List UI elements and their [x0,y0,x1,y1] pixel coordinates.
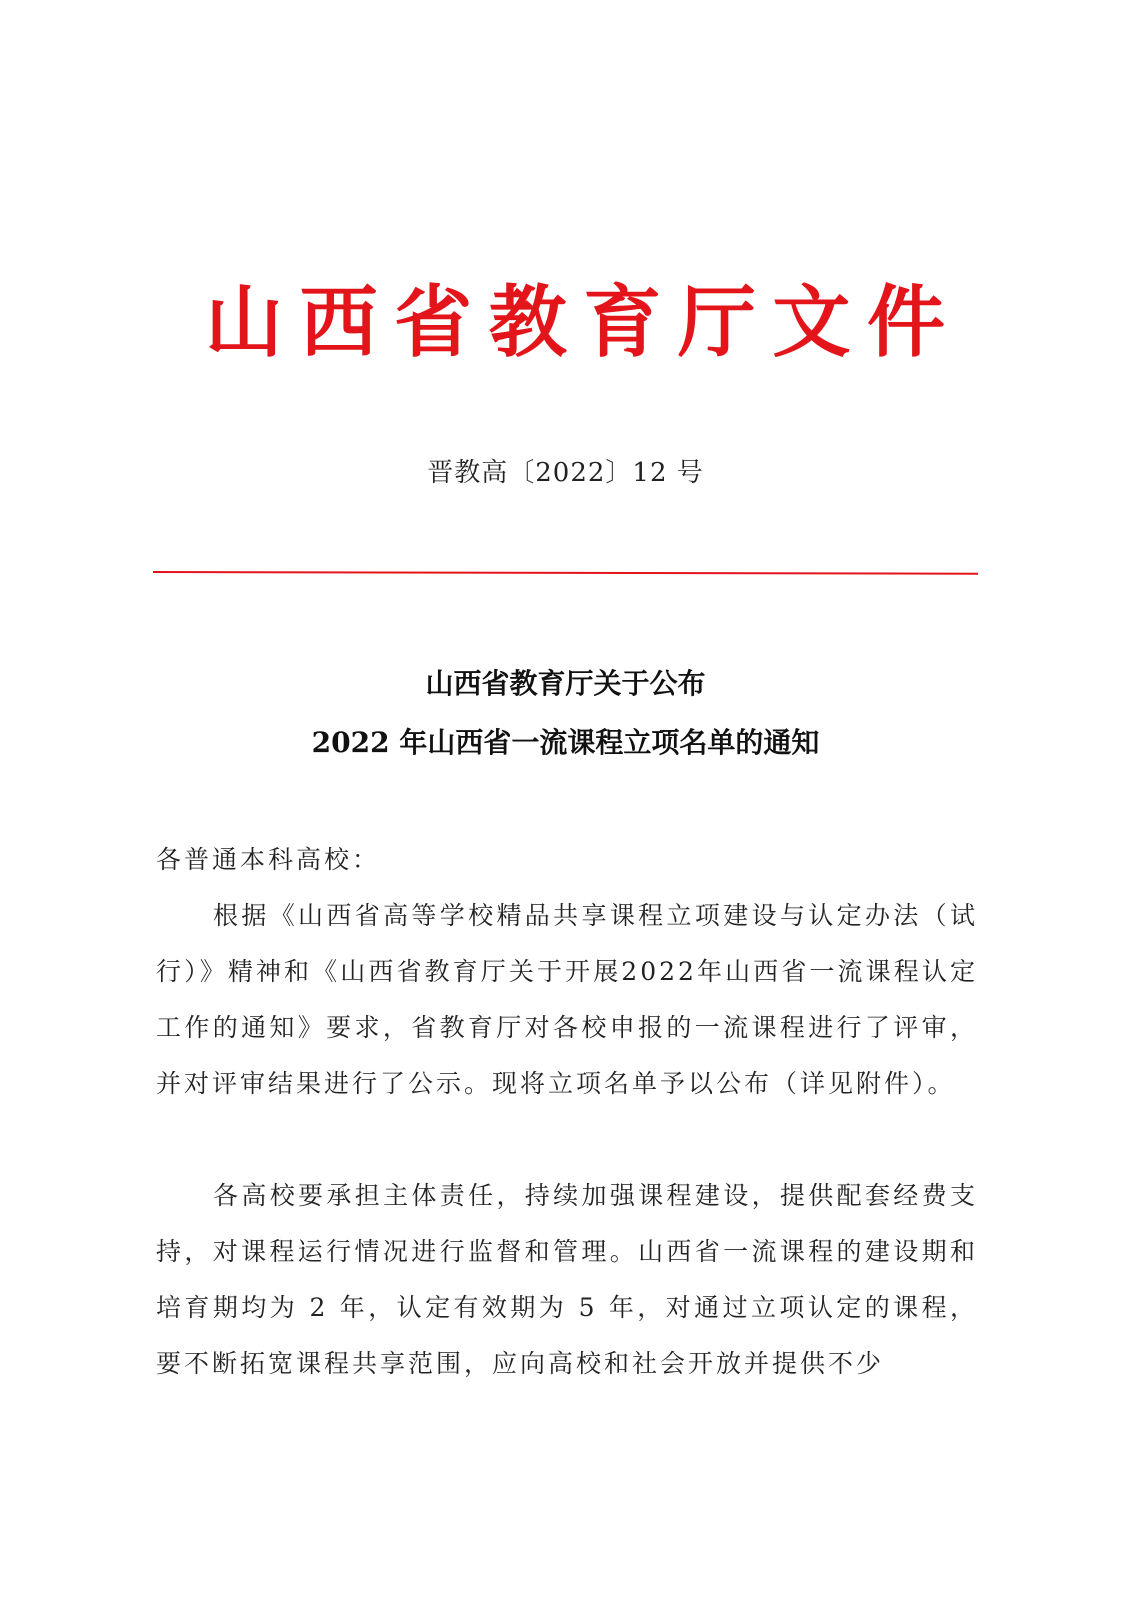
notice-title-line-1: 山西省教育厅关于公布 [425,667,706,700]
header-title-char: 教 [488,277,567,368]
header-title-char: 西 [299,277,378,368]
document-header-title [205,278,945,368]
salutation: 各普通本科高校： [156,845,381,874]
header-title-char: 育 [583,277,662,368]
notice-title-line-2: 2022 年山西省一流课程立项名单的通知 [311,726,820,759]
header-title-char: 件 [866,277,945,368]
header-title-char: 文 [772,277,851,368]
header-title-char: 山 [205,277,284,368]
document-number: 晋教高〔2022〕12 号 [427,458,704,488]
red-divider-line [153,571,978,575]
body-paragraph-1: 根据《山西省高等学校精品共享课程立项建设与认定办法（试行）》精神和《山西省教育厅关于开展2022年山西省一流课程认定工作的通知》要求，省教育厅对各校申报的一流课程进行了评审，并对评审结果进行了公示。现将立项名单予以公布（详见附件）。 [156,901,978,1098]
header-title-char: 厅 [677,277,756,368]
body-paragraph-2: 各高校要承担主体责任，持续加强课程建设，提供配套经费支持，对课程运行情况进行监督和管理。山西省一流课程的建设期和培育期均为 2 年，认定有效期为 5 年，对通过立项认定的课程，要不断拓宽课程共享范围，应向高校和社会开放并提供不少 [156,1181,978,1378]
header-title-char: 省 [394,277,473,368]
